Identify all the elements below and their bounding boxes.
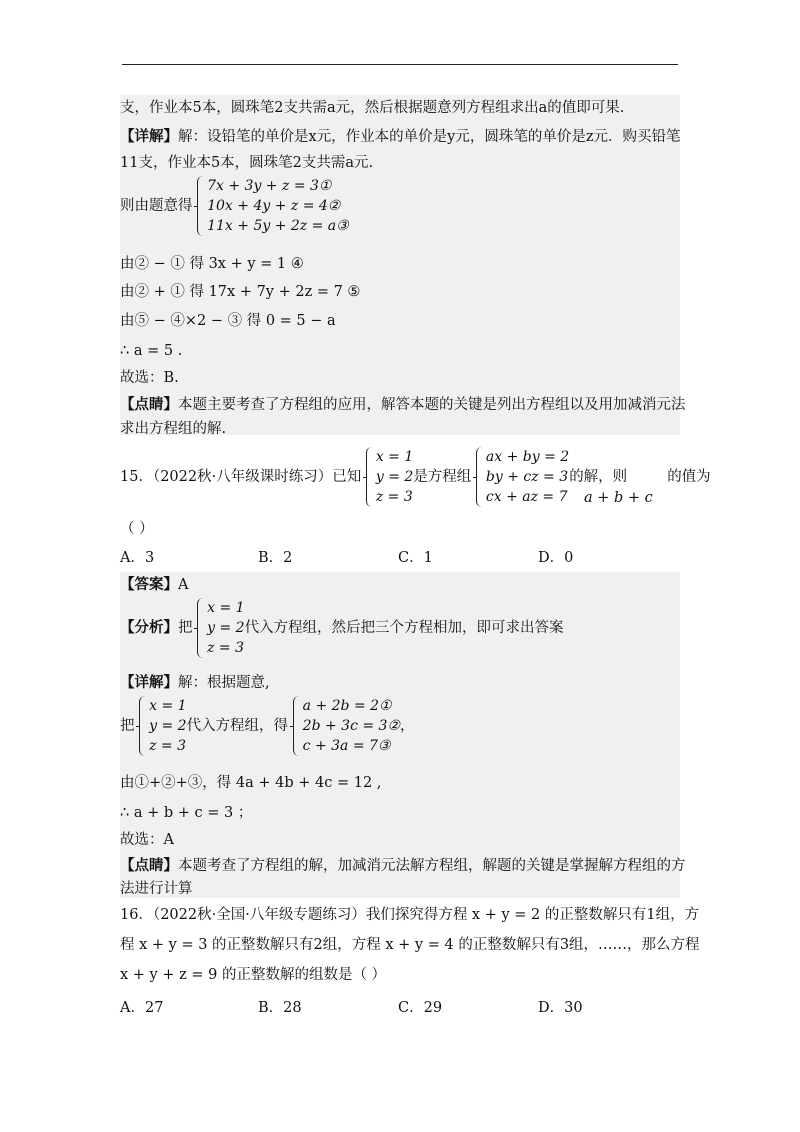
equation: x = 1 — [375, 449, 414, 465]
comment-text: 本题主要考查了方程组的应用，解答本题的关键是列出方程组以及用加减消元法 — [178, 397, 686, 413]
system-line — [120, 176, 349, 236]
comment-tag: 【点睛】 — [120, 857, 178, 874]
text-line: 由⑤ − ④×2 − ③ 得 0 = 5 − a — [120, 313, 336, 329]
text-line: 由①+②+③，得 4a + 4b + 4c = 12 , — [120, 775, 382, 791]
equation: 10x + 4y + z = 4② — [207, 198, 341, 214]
option-c[interactable]: C．29 — [398, 1000, 443, 1016]
option-b[interactable]: B．2 — [258, 550, 293, 566]
expression: a + b + c — [584, 490, 653, 506]
equation: z = 3 — [375, 489, 413, 505]
question-16-line-3: x + y + z = 9 的正整数解的组数是（ ） — [120, 967, 387, 983]
option-a[interactable]: A．27 — [120, 1000, 164, 1016]
equation: by + cz = 3 — [485, 469, 569, 485]
text: 代入方程组，然后把三个方程相加，即可求出答案 — [244, 620, 564, 636]
equation: z = 3 — [207, 640, 245, 656]
text: 的解，则 — [569, 469, 628, 485]
text-line — [120, 394, 686, 416]
brace — [197, 176, 204, 236]
option-a[interactable]: A．3 — [120, 550, 155, 566]
question-16-line-1: 16．（2022秋·全国·八年级专题练习）我们探究得方程 x + y = 2 的正整数解只有1组，方 — [120, 907, 700, 923]
text: 把 — [120, 718, 135, 734]
equation: 11x + 5y + 2z = a③ — [207, 218, 349, 234]
detail-line — [120, 672, 270, 694]
detail-tag: 【详解】 — [120, 674, 178, 691]
equation: z = 3 — [149, 738, 187, 754]
detail-text: 解：设铅笔的单价是x元，作业本的单价是y元，圆珠笔的单价是z元．购买铅笔 — [178, 129, 681, 145]
text-line: 支，作业本5本，圆珠笔2支共需a元，然后根据题意列方程组求出a的值即可果. — [120, 100, 625, 116]
equation: 2b + 3c = 3② — [302, 718, 401, 734]
option-d[interactable]: D．0 — [538, 550, 574, 566]
question-number: 15． — [120, 469, 153, 485]
option-c[interactable]: C．1 — [398, 550, 433, 566]
comment-text: 本题考查了方程组的解，加减消元法解方程组，解题的关键是掌握解方程组的方 — [178, 858, 686, 874]
text: 的值为 — [667, 469, 711, 485]
text-line: 故选：A — [120, 832, 174, 848]
solution-system — [197, 598, 244, 658]
equation-system-1 — [197, 176, 349, 236]
header-rule — [122, 64, 678, 65]
brace — [293, 696, 300, 756]
comment-tag: 【点睛】 — [120, 396, 178, 413]
analysis-line — [120, 596, 564, 660]
prefix-text: 则由题意得 — [120, 198, 193, 214]
equation: x = 1 — [149, 698, 187, 714]
equation: y = 2 — [207, 620, 245, 636]
equation: x = 1 — [207, 600, 245, 616]
text-line: ∴ a = 5 . — [120, 343, 183, 359]
question-source: （2022秋·八年级课时练习）已知 — [152, 469, 362, 485]
text: 是方程组 — [413, 469, 472, 485]
equation: ax + by = 2 — [485, 449, 570, 465]
text-line: 故选：B. — [120, 370, 179, 386]
comment-line — [120, 855, 686, 877]
answer-line — [120, 574, 188, 596]
answer-paren: （ ） — [120, 521, 154, 537]
detail-text: 解：根据题意, — [178, 675, 270, 691]
text: ， — [400, 718, 415, 734]
question-16-line-2: 程 x + y = 3 的正整数解只有2组，方程 x + y = 4 的正整数解只有3组，……，那么方程 — [120, 937, 700, 953]
equation: 7x + 3y + z = 3① — [207, 178, 332, 194]
equation: c + 3a = 7③ — [302, 738, 391, 754]
equation: y = 2 — [375, 469, 414, 485]
text-line: 11支，作业本5本，圆珠笔2支共需a元. — [120, 155, 374, 171]
brace — [366, 447, 373, 507]
text: 代入方程组，得 — [186, 718, 289, 734]
solution-system — [366, 447, 413, 507]
brace — [197, 598, 204, 658]
text-line: 由② − ① 得 3x + y = 1 ④ — [120, 256, 304, 272]
text: 把 — [178, 620, 193, 636]
analysis-tag: 【分析】 — [120, 619, 178, 636]
brace — [476, 447, 483, 507]
text-line: 由② + ① 得 17x + 7y + 2z = 7 ⑤ — [120, 284, 361, 300]
text-line: 求出方程组的解. — [120, 421, 227, 437]
detail-tag: 【详解】 — [120, 128, 178, 145]
text-line — [120, 126, 681, 148]
answer-value: A — [178, 577, 189, 593]
detail-system-line — [120, 694, 415, 758]
equation: y = 2 — [149, 718, 187, 734]
text-line: 法进行计算 — [120, 881, 193, 897]
equation: cx + az = 7 — [485, 489, 568, 505]
solution-system — [139, 696, 186, 756]
equation-system-3 — [293, 696, 400, 756]
option-d[interactable]: D．30 — [538, 1000, 583, 1016]
equation: a + 2b = 2① — [302, 698, 392, 714]
option-b[interactable]: B．28 — [258, 1000, 302, 1016]
equation-system-2 — [476, 447, 569, 507]
answer-tag: 【答案】 — [120, 576, 178, 593]
brace — [139, 696, 146, 756]
text-line: ∴ a + b + c = 3 ； — [120, 805, 253, 821]
